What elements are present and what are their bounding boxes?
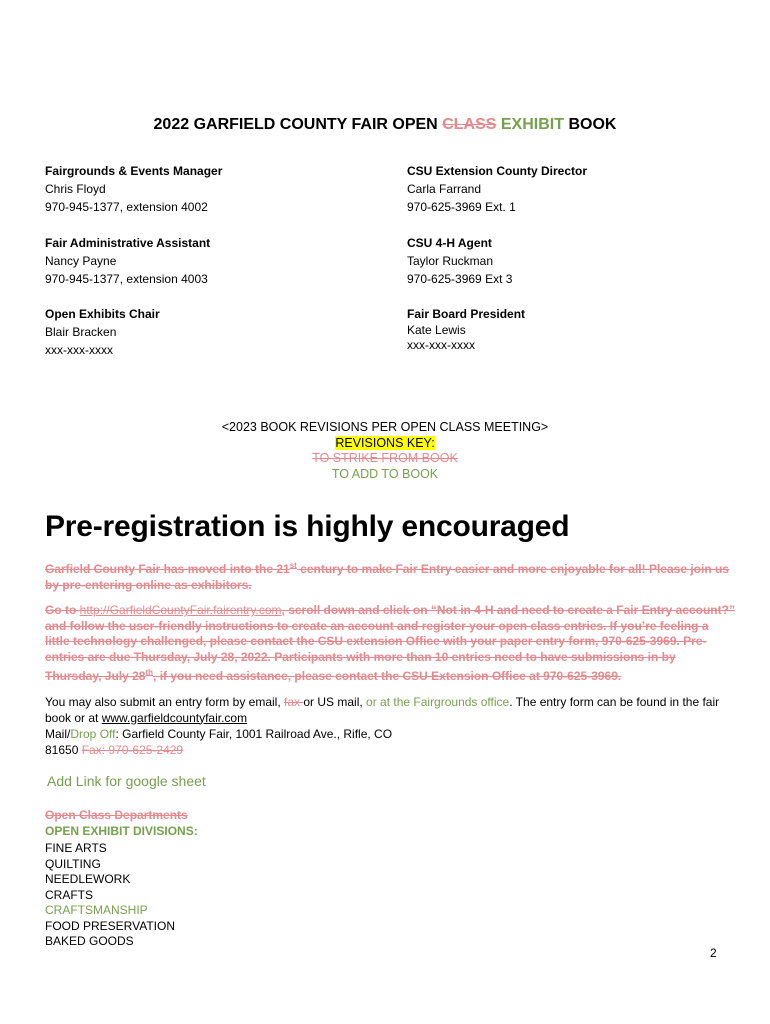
page-number: 2 — [710, 946, 717, 960]
contact-name: Taylor Ruckman — [407, 254, 494, 268]
headline: Pre-registration is highly encouraged — [45, 510, 570, 543]
contact-board-president — [407, 305, 525, 353]
title-text: 2022 GARFIELD COUNTY FAIR OPEN — [153, 116, 443, 133]
contact-role: CSU 4-H Agent — [407, 236, 492, 250]
contact-phone: 970-625-3969 Ext 3 — [407, 272, 513, 286]
contact-name: Carla Farrand — [407, 182, 482, 196]
mail-zip: 81650 — [45, 742, 82, 757]
contact-role: CSU Extension County Director — [407, 164, 588, 178]
contact-phone: 970-945-1377, extension 4003 — [45, 272, 208, 286]
submit-text: or US mail, — [303, 695, 367, 709]
list-item: NEEDLEWORK — [45, 872, 131, 886]
struck-text: , if you need assistance, please contact the CSU Extension Office at 970-625-3969. — [153, 669, 622, 683]
fairentry-link[interactable]: http://GarfieldCountyFair.fairentry.com — [79, 603, 282, 617]
struck-text: century to make Fair Entry easier and more enjoyable for all! Please join us by pre-entering online as exhibitors. — [45, 562, 729, 592]
list-item: FINE ARTS — [45, 841, 107, 855]
title-text-end: BOOK — [564, 116, 617, 133]
book-title — [0, 116, 770, 134]
struck-paragraph-intro — [45, 558, 735, 593]
title-added-word: EXHIBIT — [500, 116, 564, 133]
contact-phone: xxx-xxx-xxxx — [45, 343, 113, 357]
contact-name: Chris Floyd — [45, 182, 106, 196]
departments-list — [45, 808, 198, 950]
contact-phone: 970-625-3969 Ext. 1 — [407, 200, 516, 214]
struck-fax-number: Fax: 970-625-2429 — [81, 742, 184, 757]
struck-paragraph-fairentry — [45, 603, 735, 685]
contact-role: Fair Administrative Assistant — [45, 236, 211, 250]
revisions-key-label: REVISIONS KEY: — [335, 435, 435, 450]
added-drop-off: Drop Off — [70, 727, 116, 741]
list-item: CRAFTS — [45, 887, 93, 902]
list-item-added: CRAFTSMANSHIP — [45, 903, 148, 917]
contact-name: Nancy Payne — [45, 254, 117, 268]
contact-open-exhibits-chair — [45, 305, 160, 359]
submit-text: . The entry form can be found in the fair book or at — [45, 695, 720, 725]
struck-departments-heading: Open Class Departments — [45, 808, 188, 822]
contact-role: Open Exhibits Chair — [45, 307, 160, 321]
contact-csu-director — [407, 162, 587, 216]
superscript: st — [289, 561, 297, 570]
superscript: th — [145, 668, 154, 677]
submit-paragraph — [45, 695, 735, 726]
struck-text: Garfield County Fair has moved into the 21 — [45, 562, 290, 576]
list-item: FOOD PRESERVATION — [45, 918, 176, 933]
contact-name: Blair Bracken — [45, 325, 117, 339]
fair-website-link[interactable]: www.garfieldcountyfair.com — [101, 710, 248, 725]
added-divisions-heading: OPEN EXHIBIT DIVISIONS: — [45, 823, 198, 838]
mail-text: Mail/ — [45, 727, 71, 741]
contact-4h-agent — [407, 234, 512, 288]
list-item: BAKED GOODS — [45, 934, 134, 948]
revisions-strike-label: TO STRIKE FROM BOOK — [312, 451, 458, 465]
revisions-heading: <2023 BOOK REVISIONS PER OPEN CLASS MEETING> — [221, 420, 549, 434]
struck-text: , scroll down and click on “Not in 4-H and need to create a Fair Entry account?” and follow the user-friendly instructions to create an account and register your open class entries. If you’re feeling a little technology challenged, please contact the CSU extension Office with your paper entry form, 970-625-3969. Pre-entries are due Thursday, July 28, 2022. Participants with more than 10 entries need to have submissions in by Thursday, July 28 — [45, 603, 735, 683]
contact-fairgrounds-manager — [45, 162, 222, 216]
google-sheet-link-placeholder: Add Link for google sheet — [47, 773, 206, 789]
contact-role: Fair Board President — [407, 307, 526, 321]
struck-text: Go to — [45, 603, 80, 617]
revisions-add-label: TO ADD TO BOOK — [331, 466, 439, 481]
mail-text: : Garfield County Fair, 1001 Railroad Ave., Rifle, CO — [115, 727, 393, 741]
revisions-block — [0, 420, 770, 482]
added-fairgrounds-office: or at the Fairgrounds office — [366, 695, 510, 709]
submit-text: You may also submit an entry form by email, — [45, 695, 284, 709]
contact-phone: xxx-xxx-xxxx — [407, 338, 475, 352]
contact-phone: 970-945-1377, extension 4002 — [45, 200, 208, 214]
contact-name: Kate Lewis — [407, 323, 466, 337]
list-item: QUILTING — [45, 856, 101, 871]
contact-admin-assistant — [45, 234, 210, 288]
title-struck-word: CLASS — [442, 116, 497, 133]
mail-address — [45, 727, 735, 758]
contact-role: Fairgrounds & Events Manager — [45, 164, 223, 178]
struck-fax: fax — [284, 695, 304, 709]
